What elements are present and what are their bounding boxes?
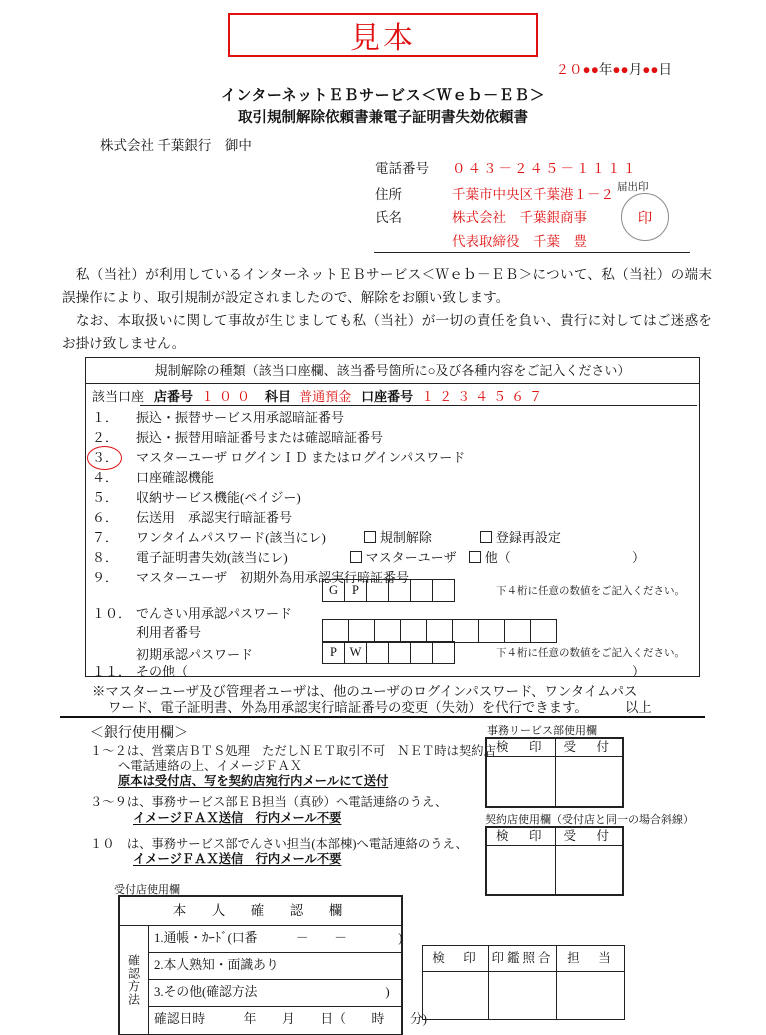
entry-cell (322, 619, 349, 643)
item-2 (92, 428, 697, 448)
person-in-charge-column (557, 946, 624, 1019)
item-number-text: ３． (92, 450, 119, 465)
check-option-2 (480, 530, 561, 545)
subject-value: 普通預金 (299, 389, 352, 404)
item-1 (92, 408, 697, 428)
confirmation-method-column (120, 925, 149, 1034)
bank-use-line-5: イメージＦＡＸ送信 行内メール不要 (133, 811, 342, 825)
inspection-stamp-header: 検 印 (495, 829, 546, 843)
account-number-value: １２３４５６７ (421, 389, 548, 404)
sample-stamp-text: 見本 (350, 22, 416, 55)
branch-number-label: 店番号 (154, 389, 194, 404)
account-row (92, 386, 547, 405)
entry-cell: G (322, 579, 345, 602)
subject-label: 科目 (265, 389, 292, 404)
bank-use-line-2: へ電話連絡の上、イメージＦＡＸ (118, 759, 303, 773)
date-line (556, 58, 672, 78)
pw-entry-cells (323, 641, 455, 664)
account-label: 該当口座 (92, 389, 145, 404)
item-text: 振込・振替用暗証番号または確認暗証番号 (136, 430, 384, 445)
release-type-table (85, 357, 700, 677)
entry-cell (388, 579, 411, 602)
checkbox-icon (469, 551, 481, 563)
reception-stamp-header: 受 付 (563, 829, 613, 843)
gp-entry-cells (323, 579, 455, 602)
date-year-digits: ２０●● (555, 62, 599, 77)
account-row-underline (140, 405, 697, 406)
footnote-line-1: ※マスターユーザ及び管理者ユーザは、他のユーザのログインパスワード、ワンタイムパス (92, 684, 638, 699)
user-number-cells (323, 619, 557, 643)
date-month-digits: ●● (612, 62, 629, 77)
document-title: インターネットＥＢサービス＜Ｗｅｂ－ＥＢ＞ (220, 87, 546, 104)
date-day-kanji: 日 (658, 62, 672, 77)
user-number-label: 利用者番号 (136, 625, 202, 640)
item-text: 収納サービス機能(ペイジー) (136, 490, 301, 505)
check-option-1 (350, 550, 457, 565)
seal-verification-column (489, 946, 557, 1019)
name-value-representative: 代表取締役 千葉 豊 (452, 234, 587, 249)
bank-use-line-3: 原本は受付店、写を契約店宛行内メールにて送付 (118, 774, 389, 788)
pw-hint: 下４桁に任意の数値をご記入ください。 (496, 648, 685, 659)
item-text: 電子証明書失効(該当にレ) (136, 550, 288, 565)
item-11 (92, 662, 697, 682)
entry-cell (530, 619, 557, 643)
item-7 (92, 528, 697, 548)
checkbox-icon (350, 551, 362, 563)
entry-cell (388, 641, 411, 664)
item-6 (92, 508, 697, 528)
divider (60, 716, 705, 718)
empty-cell (489, 972, 556, 1019)
check-option-1 (364, 530, 432, 545)
account-number-label: 口座番号 (361, 389, 414, 404)
body-paragraph-1: 私（当社）が利用しているインターネットＥＢサービス＜Ｗｅｂ－ＥＢ＞について、私（当社）の端末誤操作により、取引規制が設定されましたので、解除をお願い致します。 (62, 267, 712, 305)
item-number: ９． (92, 570, 119, 585)
checkbox-icon (480, 531, 492, 543)
item-text: 伝送用 承認実行暗証番号 (136, 510, 293, 525)
item-number: ２． (92, 430, 119, 445)
item-text: ワンタイムパスワード(該当にレ) (136, 530, 326, 545)
branch-box-header (487, 828, 622, 846)
item-4 (92, 468, 697, 488)
inspection-stamp-column (423, 946, 489, 1019)
document-subtitle: 取引規制解除依頼書兼電子証明書失効依頼書 (238, 110, 528, 126)
seal-field-label: 届出印 (617, 182, 649, 193)
item-number: ８． (92, 550, 119, 565)
item-text: マスターユーザ ログインＩＤ またはログインパスワード (136, 450, 466, 465)
item-number: １１． (92, 664, 132, 679)
circle-annotation-icon (87, 446, 122, 470)
identity-table-header: 本 人 確 認 欄 (120, 897, 401, 926)
phone-value: ０４３－２４５－１１１１ (452, 161, 638, 176)
bank-use-line-6: １０ は、事務サービス部でんさい担当(本部棟)へ電話連絡のうえ、 (90, 837, 468, 851)
table-header: 規制解除の種類（該当口座欄、該当番号箇所に○及び各種内容をご記入ください） (86, 358, 699, 384)
check-label: 登録再設定 (495, 530, 561, 545)
item-number: １． (92, 410, 119, 425)
item-number (92, 448, 136, 468)
close-paren: ） (631, 550, 645, 565)
checkbox-icon (364, 531, 376, 543)
gp-hint: 下４桁に任意の数値をご記入ください。 (496, 586, 685, 597)
date-year-kanji: 年 (598, 62, 613, 77)
name-label: 氏名 (375, 210, 402, 225)
identity-confirmation-table (118, 895, 427, 1035)
item-text: でんさい用承認パスワード (136, 606, 293, 621)
item-text: 口座確認機能 (136, 470, 215, 485)
item-8 (92, 548, 697, 568)
item-text: 振込・振替サービス用承認暗証番号 (136, 410, 345, 425)
empty-cell (557, 972, 624, 1019)
reception-label: 受付店使用欄 (114, 884, 180, 896)
entry-cell (410, 641, 433, 664)
recipient: 株式会社 千葉銀行 御中 (100, 138, 252, 153)
inspection-stamp-header: 検 印 (495, 740, 546, 754)
seal-verification-header: 印鑑照合 (489, 946, 556, 972)
signature-underline (374, 252, 690, 253)
entry-cell: W (344, 641, 367, 664)
footnote-closing: 以上 (625, 700, 652, 715)
entry-cell (348, 619, 375, 643)
footnote-line-2: ワード、電子証明書、外為用承認実行暗証番号の変更（失効）を代行できます。 (108, 700, 588, 715)
entry-cell: P (322, 641, 345, 664)
item-text: マスターユーザ 初期外為用承認実行暗証番号 (136, 570, 410, 585)
confirmation-method-label: 確認方法 (126, 953, 141, 1006)
item-5 (92, 488, 697, 508)
office-stamp-box (485, 737, 624, 808)
empty-cell (423, 972, 488, 1019)
address-value: 千葉市中央区千葉港１－２ (452, 187, 614, 202)
entry-cell (400, 619, 427, 643)
identity-row-4: 確認日時 年 月 日（ 時 分) (154, 1012, 427, 1026)
item-3 (92, 448, 697, 468)
identity-row-3: 3.その他(確認方法 ) (148, 979, 401, 1007)
phone-label: 電話番号 (375, 161, 429, 176)
bank-use-line-7: イメージＦＡＸ送信 行内メール不要 (133, 852, 342, 866)
entry-cell (374, 619, 401, 643)
entry-cell (366, 641, 389, 664)
close-paren: ） (631, 664, 645, 679)
inspection-stamp-header: 検 印 (423, 946, 488, 972)
bank-use-line-1: １～２は、営業店ＢＴＳ処理 ただしＮＥＴ取引不可 ＮＥＴ時は契約店 (90, 744, 496, 758)
identity-row-2: 2.本人熟知・面識あり (148, 952, 401, 980)
branch-number-value: １００ (201, 389, 256, 404)
stamp-columns-table (422, 945, 625, 1020)
office-box-header (487, 739, 622, 757)
entry-cell (478, 619, 505, 643)
item-number: ６． (92, 510, 119, 525)
entry-cell (432, 641, 455, 664)
date-day-digits: ●● (642, 62, 659, 77)
item-number: ５． (92, 490, 119, 505)
sample-stamp-box (228, 13, 538, 57)
check-label: 規制解除 (379, 530, 432, 545)
bank-use-line-4: ３～９は、事務サービス部ＥＢ担当（真砂）へ電話連絡のうえ、 (90, 795, 448, 809)
body-paragraph-2: なお、本取扱いに関して事故が生じましても私（当社）が一切の責任を負い、貴行に対してはご迷惑をお掛け致しません。 (62, 313, 712, 351)
branch-box-label: 契約店使用欄（受付店と同一の場合斜線） (485, 814, 694, 826)
entry-cell (432, 579, 455, 602)
entry-cell (426, 619, 453, 643)
office-box-label: 事務リービス部使用欄 (487, 725, 597, 737)
reception-stamp-header: 受 付 (563, 740, 613, 754)
person-in-charge-header: 担 当 (557, 946, 624, 972)
check-label: マスターユーザ (365, 550, 457, 565)
name-value-company: 株式会社 千葉銀商事 (452, 210, 587, 225)
entry-cell (452, 619, 479, 643)
address-label: 住所 (375, 187, 402, 202)
entry-cell (410, 579, 433, 602)
date-month-kanji: 月 (628, 62, 643, 77)
item-number: ７． (92, 530, 119, 545)
seal-character: 印 (637, 210, 653, 227)
seal-circle-icon (621, 193, 669, 241)
item-number: ４． (92, 470, 119, 485)
check-label: 他（ (484, 550, 511, 565)
check-option-2 (469, 550, 511, 565)
identity-row-1: 1.通帳・ｶｰﾄﾞ(口番 － － ) (148, 925, 401, 953)
branch-stamp-box (485, 826, 624, 896)
entry-cell (504, 619, 531, 643)
item-text: その他（ (136, 664, 189, 679)
initial-password-label: 初期承認パスワード (136, 647, 254, 662)
item-number: １０． (92, 606, 132, 621)
bank-use-title: ＜銀行使用欄＞ (90, 726, 188, 741)
entry-cell: P (344, 579, 367, 602)
entry-cell (366, 579, 389, 602)
